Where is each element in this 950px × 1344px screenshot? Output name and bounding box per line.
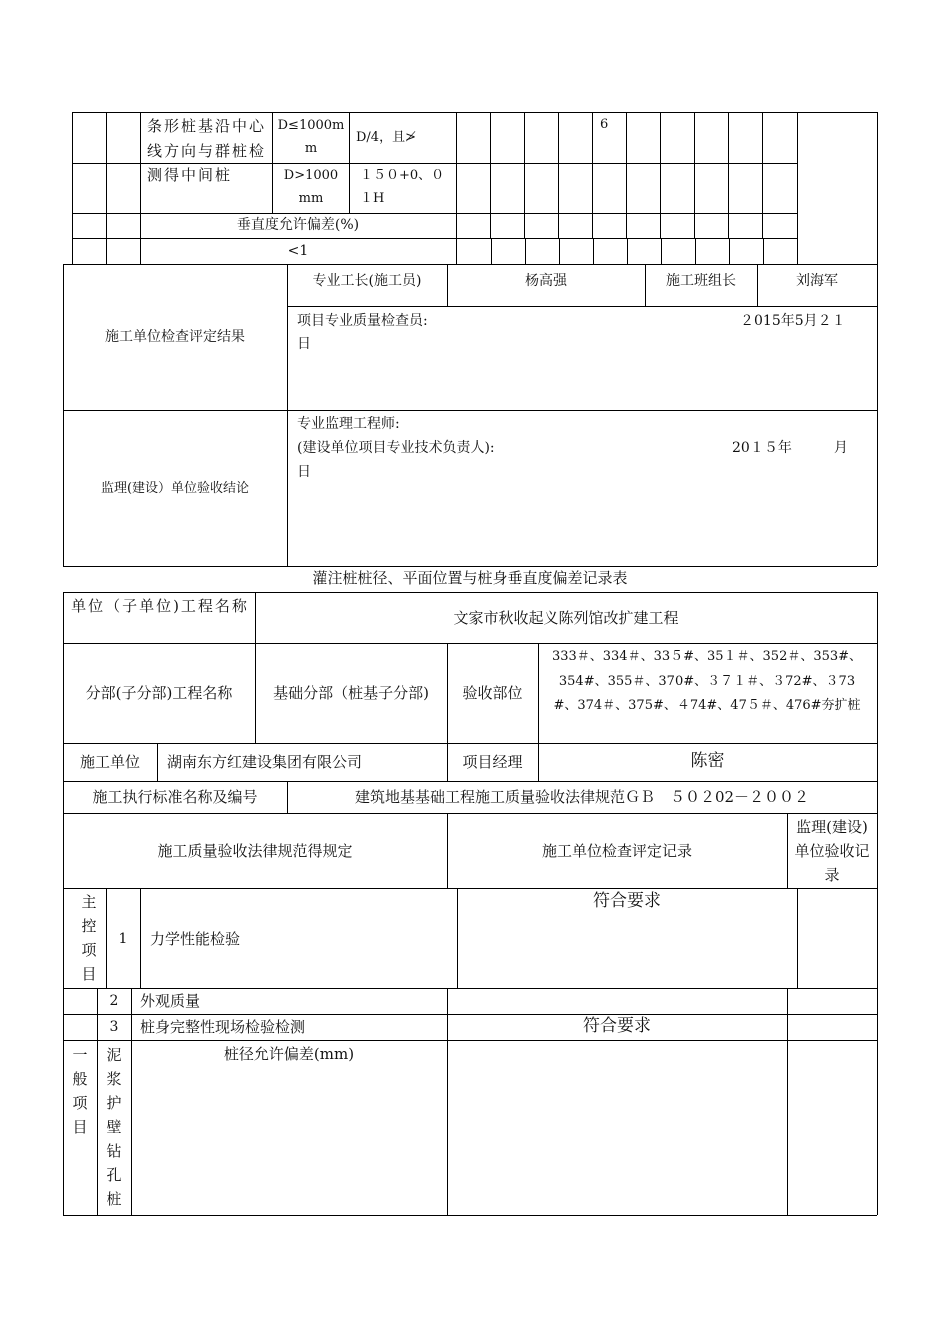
diameter-large: D>1000mm	[283, 168, 339, 206]
item-3-name: 桩身完整性现场检验检测	[140, 1018, 306, 1036]
sub-project-label: 分部(子分部)工程名称	[85, 684, 233, 702]
item-1-record: 符合要求	[593, 891, 661, 911]
inspector-date: ２015年5月２１	[740, 313, 846, 329]
standard-label: 施工执行标准名称及编号	[92, 788, 258, 806]
item-3-no: 3	[109, 1019, 119, 1035]
item-2-no: 2	[109, 993, 119, 1009]
verticality-value: <1	[287, 243, 309, 259]
acceptance-part-value: 333＃、334＃、33５#、35１＃、352＃、353#、354#、355＃、370#、３７１＃、３72#、３73#、374＃、375#、４74#、47５＃、476#夯扩桩	[551, 649, 863, 713]
diameter-small: D≤1000mm	[277, 118, 345, 156]
item-name: 条形桩基沿中心线方向与群桩检测得中间桩	[147, 117, 267, 184]
main-control-label: 主控项目	[81, 893, 97, 983]
deviation-value: 6	[600, 117, 609, 132]
mud-pile-label: 泥浆护壁钻孔桩	[106, 1046, 122, 1208]
team-leader-label: 施工班组长	[666, 273, 736, 289]
team-leader-name: 刘海军	[796, 273, 838, 289]
engineer-label: 专业监理工程师:	[297, 416, 400, 432]
owner-label: (建设单位项目专业技术负责人):	[297, 440, 495, 456]
item-1-name: 力学性能检验	[150, 930, 241, 948]
manager-value: 陈密	[690, 751, 725, 771]
pile-diameter-label: 桩径允许偏差(mm)	[223, 1045, 355, 1063]
manager-label: 项目经理	[462, 753, 523, 771]
construction-result-label: 施工单位检查评定结果	[105, 329, 245, 345]
standard-value: 建筑地基基础工程施工质量验收法律规范ＧＢ ５０２02－２００２	[354, 788, 810, 806]
foreman-label: 专业工长(施工员)	[312, 273, 422, 289]
item-1-no: 1	[118, 931, 128, 947]
contractor-value: 湖南东方红建设集团有限公司	[167, 753, 363, 771]
col-spec: 施工质量验收法律规范得规定	[157, 842, 353, 860]
inspector-label: 项目专业质量检查员:	[297, 313, 428, 329]
supervision-day: 日	[297, 464, 311, 480]
col-supervision: 监理(建设)单位验收记录	[794, 818, 870, 884]
supervision-date: 20１５年 月	[732, 440, 848, 456]
item-3-record: 符合要求	[583, 1016, 651, 1036]
tolerance-small: D/4，且≯	[356, 130, 416, 145]
unit-project-value: 文家市秋收起义陈列馆改扩建工程	[453, 609, 679, 627]
foreman-name: 杨高强	[525, 273, 567, 289]
unit-project-label: 单位（子单位)工程名称	[71, 597, 249, 615]
contractor-label: 施工单位	[79, 753, 140, 771]
sub-project-value: 基础分部（桩基子分部)	[273, 684, 429, 702]
general-items-label: 一般项目	[72, 1046, 88, 1136]
supervision-label: 监理(建设）单位验收结论	[100, 481, 250, 496]
inspector-day: 日	[297, 336, 311, 352]
tolerance-large: １５０+0、０１H	[360, 168, 445, 206]
acceptance-part-label: 验收部位	[462, 684, 523, 702]
item-2-name: 外观质量	[140, 992, 201, 1010]
verticality-label: 垂直度允许偏差(%)	[236, 217, 360, 233]
form-title: 灌注桩桩径、平面位置与桩身垂直度偏差记录表	[312, 569, 628, 587]
col-record: 施工单位检查评定记录	[541, 842, 692, 860]
